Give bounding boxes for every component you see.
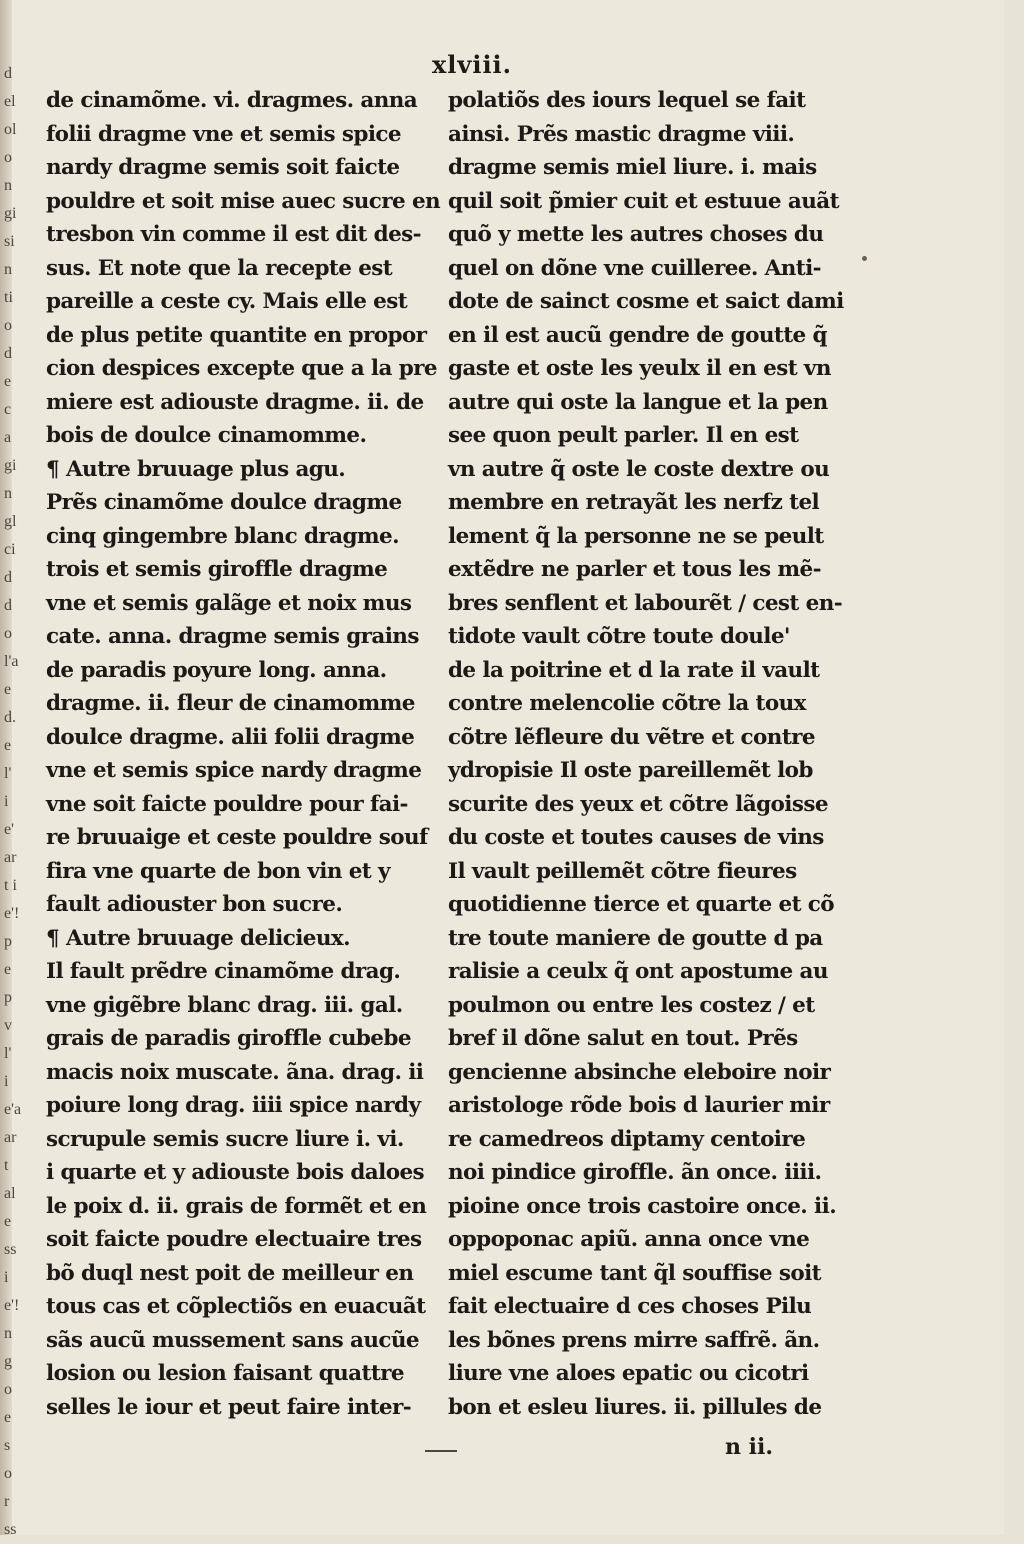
left-column-line: bõ duql nest poit de meilleur en — [46, 1260, 414, 1286]
left-column-line: Il fault prẽdre cinamõme drag. — [46, 959, 401, 984]
right-column-line: quotidienne tierce et quarte et cõ — [448, 892, 835, 917]
right-column-line: du coste et toutes causes de vins — [448, 825, 824, 850]
left-column-line: soit faicte poudre electuaire tres — [46, 1227, 422, 1252]
left-column-line: de plus petite quantite en propor — [46, 322, 427, 348]
left-column-line: Prẽs cinamõme doulce dragme — [46, 490, 402, 515]
right-column-line: bres senflent et labourẽt / cest en- — [448, 590, 843, 616]
right-column-line: liure vne aloes epatic ou cicotri — [448, 1361, 809, 1386]
right-column-line: les bõnes prens mirre saffrẽ. ãn. — [448, 1327, 820, 1353]
right-column-line: quel on dõne vne cuilleree. Anti- — [448, 255, 822, 281]
left-column-line: sãs aucũ mussement sans aucũe — [46, 1327, 419, 1353]
left-column-line: vne et semis galãge et noix mus — [46, 590, 412, 616]
catchword-rule — [425, 1450, 457, 1452]
left-column-line: cate. anna. dragme semis grains — [46, 624, 419, 649]
right-column-line: contre melencolie cõtre la toux — [448, 691, 806, 716]
right-column-line: aristologe rõde bois d laurier mir — [448, 1093, 830, 1118]
right-text-column — [448, 84, 844, 1424]
left-column-line: ¶ Autre bruuage plus agu. — [46, 456, 346, 482]
right-column-line: oppoponac apiũ. anna once vne — [448, 1227, 810, 1252]
left-column-line: bois de doulce cinamomme. — [46, 423, 367, 448]
right-column-line: gaste et oste les yeulx il en est vn — [448, 356, 831, 381]
left-column-line: sus. Et note que la recepte est — [46, 255, 393, 281]
right-column-line: bon et esleu liures. ii. pillules de — [448, 1394, 822, 1420]
signature-mark: n ii. — [725, 1434, 774, 1460]
left-column-line: fault adiouster bon sucre. — [46, 892, 343, 917]
right-column-line: tre toute maniere de goutte d pa — [448, 925, 823, 951]
left-column-line: pouldre et soit mise auec sucre en — [46, 188, 441, 214]
right-column-line: tidote vault cõtre toute doule' — [448, 624, 790, 649]
right-column-line: dote de sainct cosme et saict dami — [448, 289, 844, 314]
left-column-line: tresbon vin comme il est dit des- — [46, 222, 421, 247]
right-column-line: quil soit p̃mier cuit et estuue auãt — [448, 188, 839, 214]
left-column-line: trois et semis giroffle dragme — [46, 557, 388, 582]
left-column-line: macis noix muscate. ãna. drag. ii — [46, 1059, 424, 1085]
right-column-line: bref il dõne salut en tout. Prẽs — [448, 1026, 798, 1051]
right-column-line: membre en retrayãt les nerfz tel — [448, 490, 820, 515]
left-column-line: vne gigẽbre blanc drag. iii. gal. — [46, 992, 403, 1018]
margin-bleed-through: d el olo ngi sin tio dec agi ngl cid do l'a ed. e l' ie' art ie'! pe p v l' ie'a art ale ss ie'! ngo e so r ss — [4, 65, 22, 1538]
right-column-line: ainsi. Prẽs mastic dragme viii. — [448, 121, 795, 147]
right-column-line: pioine once trois castoire once. ii. — [448, 1193, 837, 1219]
left-text-column — [46, 84, 441, 1424]
page-edge — [1004, 0, 1024, 1535]
left-column-line: cion despices excepte que a la pre — [46, 356, 437, 381]
right-column-line: poulmon ou entre les costez / et — [448, 992, 815, 1018]
right-column-line: Il vault peillemẽt cõtre fieures — [448, 858, 797, 884]
left-column-line: selles le iour et peut faire inter- — [46, 1394, 412, 1420]
left-column-line: losion ou lesion faisant quattre — [46, 1361, 404, 1386]
right-column-line: autre qui oste la langue et la pen — [448, 389, 828, 415]
right-column-line: quõ y mette les autres choses du — [448, 222, 824, 247]
right-column-line: polatiõs des iours lequel se fait — [448, 88, 806, 113]
right-column-line: lement q̃ la personne ne se peult — [448, 523, 824, 549]
left-column-line: de cinamõme. vi. dragmes. anna — [46, 88, 418, 113]
right-column-line: extẽdre ne parler et tous les mẽ- — [448, 557, 821, 582]
left-column-line: tous cas et cõplectiõs en euacuãt — [46, 1294, 426, 1319]
right-column-line: ydropisie Il oste pareillemẽt lob — [448, 758, 813, 783]
left-column-line: cinq gingembre blanc dragme. — [46, 523, 400, 549]
left-column-line: re bruuaige et ceste pouldre souf — [46, 825, 428, 850]
left-column-line: dragme. ii. fleur de cinamomme — [46, 691, 415, 716]
left-column-line: vne soit faicte pouldre pour fai- — [46, 791, 408, 817]
left-column-line: ¶ Autre bruuage delicieux. — [46, 925, 350, 951]
right-column-line: cõtre lẽfleure du vẽtre et contre — [448, 724, 815, 750]
right-column-line: dragme semis miel liure. i. mais — [448, 155, 817, 180]
right-column-line: re camedreos diptamy centoire — [448, 1126, 806, 1152]
left-column-line: nardy dragme semis soit faicte — [46, 155, 400, 180]
right-column-line: en il est aucũ gendre de goutte q̃ — [448, 322, 827, 348]
left-column-line: le poix d. ii. grais de formẽt et en — [46, 1193, 427, 1219]
right-column-line: scurite des yeux et cõtre lãgoisse — [448, 791, 828, 817]
ink-speck — [862, 256, 867, 261]
left-column-line: scrupule semis sucre liure i. vi. — [46, 1126, 404, 1152]
right-column-line: ralisie a ceulx q̃ ont apostume au — [448, 959, 828, 984]
left-column-line: grais de paradis giroffle cubebe — [46, 1026, 411, 1051]
right-column-line: de la poitrine et d la rate il vault — [448, 657, 820, 683]
folio-number: xlviii. — [431, 50, 513, 79]
left-column-line: doulce dragme. alii folii dragme — [46, 724, 415, 750]
left-column-line: pareille a ceste cy. Mais elle est — [46, 289, 408, 314]
left-column-line: i quarte et y adiouste bois daloes — [46, 1160, 425, 1185]
left-column-line: poiure long drag. iiii spice nardy — [46, 1093, 421, 1118]
right-column-line: see quon peult parler. Il en est — [448, 423, 799, 448]
left-column-line: miere est adiouste dragme. ii. de — [46, 389, 424, 415]
right-column-line: fait electuaire d ces choses Pilu — [448, 1294, 812, 1319]
left-column-line: folii dragme vne et semis spice — [46, 121, 401, 147]
right-column-line: vn autre q̃ oste le coste dextre ou — [448, 456, 830, 482]
left-column-line: de paradis poyure long. anna. — [46, 657, 387, 683]
left-column-line: vne et semis spice nardy dragme — [46, 758, 422, 783]
left-column-line: fira vne quarte de bon vin et y — [46, 858, 390, 884]
right-column-line: noi pindice giroffle. ãn once. iiii. — [448, 1160, 822, 1185]
right-column-line: gencienne absinche eleboire noir — [448, 1059, 831, 1085]
right-column-line: miel escume tant q̃l souffise soit — [448, 1260, 822, 1286]
